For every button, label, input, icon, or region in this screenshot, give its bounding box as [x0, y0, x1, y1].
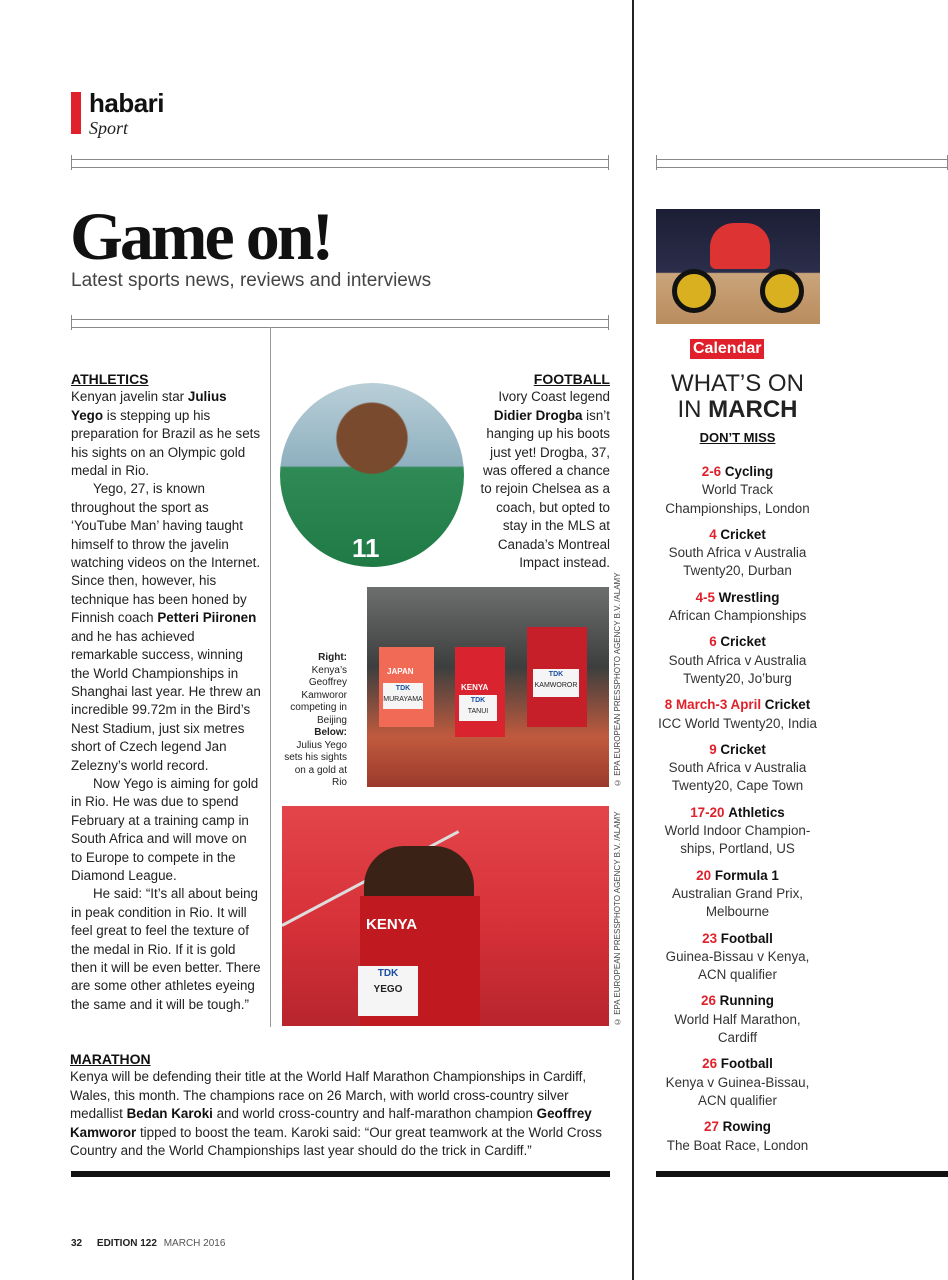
calendar-list — [655, 463, 820, 1163]
bib-yego: TDK YEGO — [358, 966, 418, 1016]
event-date: 2-6 — [701, 464, 722, 479]
photo-credit-1: © EPA EUROPEAN PRESSPHOTO AGENCY B.V. /ALAMY — [613, 572, 622, 787]
top-rule — [71, 159, 609, 168]
event-detail: African Championships — [668, 608, 807, 624]
calendar-item — [655, 463, 820, 518]
bib-kenya-label: KENYA — [461, 683, 489, 692]
bib-tanui: TDK TANUI — [459, 695, 497, 721]
calendar-item — [655, 741, 820, 796]
runners-photo — [367, 587, 609, 787]
event-date: 8 March-3 April — [664, 697, 762, 713]
calendar-item — [655, 867, 820, 922]
event-date: 26 — [702, 1056, 718, 1072]
event-sport: Running — [719, 993, 774, 1009]
brand-bar — [71, 92, 81, 134]
event-detail: World Half Marathon, Cardiff — [674, 1011, 801, 1046]
standfirst: Latest sports news, reviews and interviews — [71, 270, 432, 291]
page-gutter — [632, 0, 634, 1280]
cycling-photo — [656, 209, 820, 324]
footer — [71, 1238, 225, 1249]
drogba-photo — [280, 383, 464, 567]
calendar-item — [655, 992, 820, 1047]
event-detail: Guinea-Bissau v Kenya, ACN qualifier — [665, 948, 810, 983]
top-rule-right — [656, 159, 948, 168]
event-sport: Athletics — [728, 804, 785, 820]
event-sport: Rowing — [722, 1119, 771, 1135]
calendar-title: WHAT’S ON IN MARCH — [671, 370, 804, 423]
dont-miss: DON’T MISS — [699, 430, 776, 445]
event-sport: Wrestling — [718, 589, 780, 605]
edition: EDITION 122 — [96, 1238, 157, 1249]
calendar-item — [655, 633, 820, 688]
javelin-photo — [282, 806, 609, 1026]
athletics-heading: ATHLETICS — [71, 371, 149, 387]
runner-kenya-1 — [455, 647, 505, 737]
section-name: Sport — [89, 118, 129, 138]
event-date: 27 — [704, 1119, 719, 1135]
event-sport: Cricket — [720, 741, 766, 757]
event-date: 23 — [702, 930, 718, 946]
calendar-item — [655, 1055, 820, 1110]
calendar-label: Calendar — [690, 339, 764, 359]
event-date: 4 — [709, 526, 717, 542]
marathon-heading: MARATHON — [70, 1051, 151, 1067]
bib-murayama: TDK MURAYAMA — [383, 683, 423, 709]
event-detail: World Track Championships, London — [665, 482, 810, 516]
calendar-item — [655, 930, 820, 985]
event-detail: ICC World Twenty20, India — [658, 715, 817, 731]
mid-rule — [71, 319, 609, 328]
vest-kenya-text: KENYA — [366, 916, 418, 933]
issue-date: MARCH 2016 — [163, 1238, 226, 1249]
column-divider — [270, 327, 271, 1027]
calendar-item — [655, 696, 820, 733]
calendar-item — [655, 1118, 820, 1155]
event-date: 4-5 — [695, 589, 715, 605]
event-sport: Cricket — [720, 526, 766, 542]
event-date: 6 — [709, 634, 717, 650]
event-detail: Australian Grand Prix, Melbourne — [672, 885, 803, 920]
event-detail: The Boat Race, London — [666, 1137, 809, 1153]
bottom-rule — [71, 1171, 610, 1177]
bib-kamworor: TDK KAMWOROR — [533, 669, 579, 697]
calendar-item — [655, 526, 820, 581]
bike-wheel-back — [672, 269, 716, 313]
brand-name: habari — [89, 88, 165, 118]
event-detail: South Africa v Australia Twenty20, Durban — [668, 545, 807, 579]
event-sport: Cricket — [720, 634, 766, 650]
jersey-number: 11 — [352, 533, 380, 563]
bottom-rule-right — [656, 1171, 948, 1177]
headline: Game on! — [70, 198, 332, 274]
event-sport: Cricket — [764, 697, 811, 713]
athletics-article: ATHLETICS Kenyan javelin star Julius Yego is stepping up his preparation for Brazil as he sets his sights on an Olympic gold medal in Rio. Yego, 27, is known throughout the sport as ‘YouTube Man’ having taught himself to throw the javelin watching videos on the Internet. Since then, however, his technique has been honed by Finnish coach Petteri Piironen and he has achieved remarkable success, winning the World Championships in Shanghai last year. He threw an incredible 99.72m in the Bird’s Nest Stadium, just six metres short of Czech legend Jan Zelezny’s world record. Now Yego is aiming for gold in Rio. He was due to spend February at a training camp in South Africa and will move on to Europe to compete in the Diamond League. He said: “It’s all about being in peak condition in Rio. It will feel great to feel the texture of the medal in Rio. If it is gold then it will be even better. There are some other athletes eyeing the same and it will be tough.” — [71, 371, 261, 1012]
bib-japan-label: JAPAN — [387, 667, 414, 676]
event-sport: Football — [720, 930, 773, 946]
photo-caption: Right: Kenya’s Geoffrey Kamworor competing in Beijing Below: Julius Yego sets his sights on a gold at Rio — [284, 652, 347, 788]
football-heading: FOOTBALL — [533, 371, 610, 387]
event-detail: South Africa v Australia Twenty20, Jo’burg — [668, 652, 807, 686]
bike-wheel-front — [760, 269, 804, 313]
calendar-item — [655, 589, 820, 626]
marathon-article: MARATHON Kenya will be defending their title at the World Half Marathon Championships in Cardiff, Wales, this month. The champions race on 26 March, with world cross-country silver medallist Bedan Karoki and world cross-country and half-marathon champion Geoffrey Kamworor tipped to boost the team. Karoki said: “Our great teamwork at the World Cross Country and the World Championships last year should do the trick in Cardiff.” — [70, 1050, 610, 1160]
event-detail: Kenya v Guinea-Bissau, ACN qualifier — [665, 1074, 810, 1108]
event-date: 26 — [701, 993, 716, 1009]
event-sport: Football — [720, 1056, 773, 1072]
football-article: FOOTBALL Ivory Coast legend Didier Drogba isn’t hanging up his boots just yet! Drogba, 37, was offered a chance to rejoin Chelsea as a coach, but opted to stay in the MLS at Canada’s Montreal Impact instead. — [478, 370, 610, 572]
event-date: 9 — [709, 741, 717, 757]
event-detail: South Africa v Australia Twenty20, Cape Town — [668, 760, 807, 794]
calendar-item — [655, 804, 820, 859]
event-sport: Cycling — [724, 464, 774, 479]
cyclist — [710, 223, 770, 269]
event-date: 17-20 — [690, 804, 725, 820]
event-date: 20 — [696, 867, 712, 883]
event-sport: Formula 1 — [714, 867, 779, 883]
photo-credit-2: © EPA EUROPEAN PRESSPHOTO AGENCY B.V. /ALAMY — [613, 811, 622, 1026]
event-detail: World Indoor Champion-ships, Portland, US — [664, 823, 811, 857]
page-number: 32 — [71, 1238, 83, 1249]
